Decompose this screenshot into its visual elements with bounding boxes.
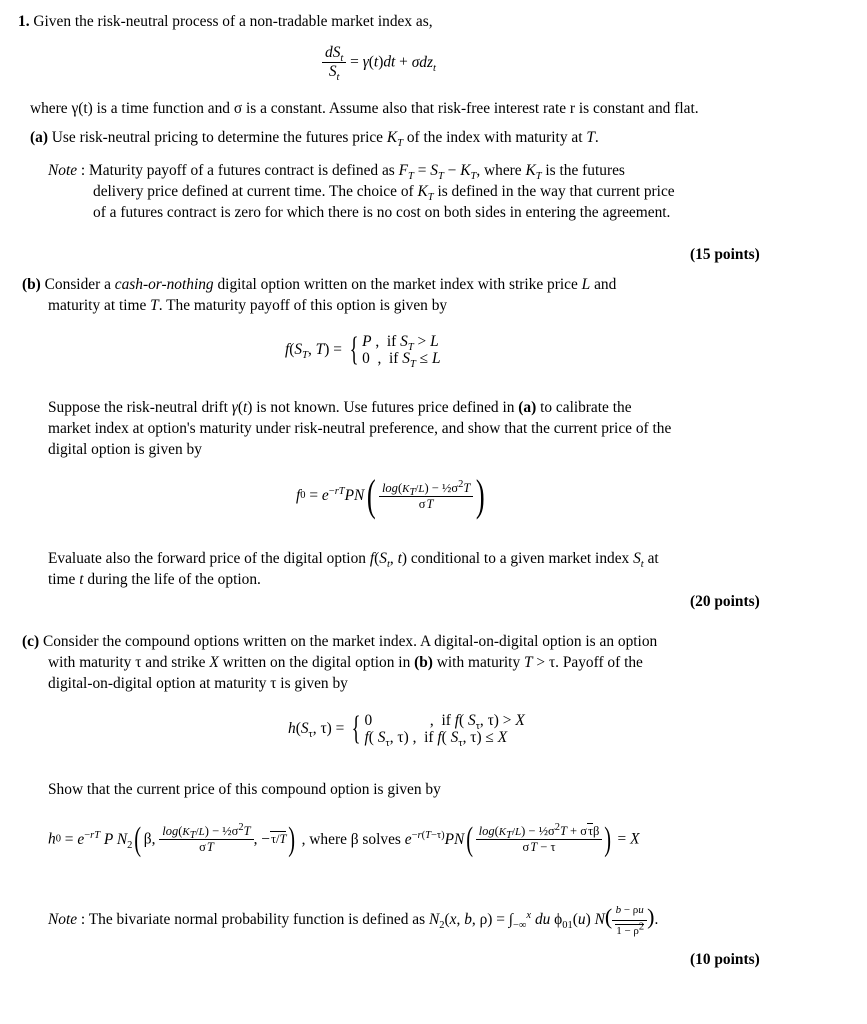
sde-equation: $\frac{dS_t}{S_t}$ = γ(t)dt + σdz$_t$	[322, 44, 436, 81]
part-b-line5: digital option is given by	[48, 441, 202, 458]
part-a-label: (a)	[30, 129, 48, 146]
part-c-label: (c)	[22, 633, 40, 650]
part-c-line3: digital-on-digital option at maturity τ is given by	[48, 675, 348, 692]
part-b-line1: (b) Consider a cash-or-nothing digital option written on the market index with strike price L and	[22, 276, 617, 293]
part-b-points: (20 points)	[690, 593, 760, 610]
part-b-line4: market index at option's maturity under risk-neutral preference, and show that the current price of the	[48, 420, 672, 437]
note-label: Note	[48, 162, 78, 179]
part-b-line7: time t during the life of the option.	[48, 571, 261, 588]
part-c-line4: Show that the current price of this compound option is given by	[48, 781, 441, 798]
part-a-question: (a) Use risk-neutral pricing to determine the futures price $K_T$ of the index with maturity at T.	[30, 129, 599, 150]
question-number: 1.	[18, 13, 30, 30]
part-b-label: (b)	[22, 276, 41, 293]
part-c-points: (10 points)	[690, 951, 760, 968]
part-b-line6: Evaluate also the forward price of the digital option $f(S_t$, t) conditional to a given market index $S_t$ at	[48, 550, 659, 571]
part-a-note-line3: of a futures contract is zero for which there is no cost on both sides in entering the agreement.	[93, 204, 671, 221]
part-c-line1: (c) Consider the compound options written on the market index. A digital-on-digital option is an option	[22, 633, 658, 650]
where-text: where γ(t) is a time function and σ is a constant. Assume also that risk-free interest rate r is constant and flat.	[30, 100, 699, 117]
question-intro	[18, 12, 433, 32]
payoff-equation: $f(S_T$, T) = { P , if $S_T > L$ 0 , if $S_T \le L$	[285, 331, 441, 371]
part-a-note-line1: Note : Maturity payoff of a futures contract is defined as $F_T = S_T - K_T$, where $K_T$ is the futures	[48, 162, 625, 183]
part-b-line3: Suppose the risk-neutral drift γ(t) is not known. Use futures price defined in (a) to calibrate the	[48, 399, 632, 416]
part-a-points: (15 points)	[690, 246, 760, 263]
question-intro-text: Given the risk-neutral process of a non-tradable market index as,	[33, 13, 433, 30]
part-a-note-line2: delivery price defined at current time. The choice of $K_T$ is defined in the way that current price	[93, 183, 675, 204]
part-c-note: Note : The bivariate normal probability function is defined as $N_2(x$, b, $\rho) = \int_{-\infty}^x$ du $\phi_{01}(u)$ N( $\frac{b - \rho u}{1 - \rho^2}$ ).	[48, 900, 658, 941]
part-c-line2: with maturity τ and strike X written on the digital option in (b) with maturity T > τ. Payoff of the	[48, 654, 643, 671]
digital-price-equation: $f0 = e^{-rT}PN$( $\frac{\log(K_T/L) - \frac{1}{2}\sigma^2T}{\sigma T}$ )	[296, 471, 485, 520]
compound-payoff-equation: $h(S_\tau$, τ) = { 0 , if f( $S_\tau$, τ) > X f( $S_\tau$, τ) , if f( $S_\tau$, τ) ≤ X	[288, 710, 525, 750]
part-b-line2: maturity at time T. The maturity payoff of this option is given by	[48, 297, 448, 314]
compound-price-equation: $h0 = e^{-rT}$ P $N_2$( β, $\frac{\log(K_T/L) - \frac{1}{2}\sigma^2T}{\sigma T}$ , −τ/T) , where β solves $e^{-r(T-\tau)}PN$( $\frac{\log(K_T/L) - \frac{1}{2}\sigma^2T + \sigma\tau\beta}{\sigma T - \tau}$ ) = X	[48, 820, 640, 858]
